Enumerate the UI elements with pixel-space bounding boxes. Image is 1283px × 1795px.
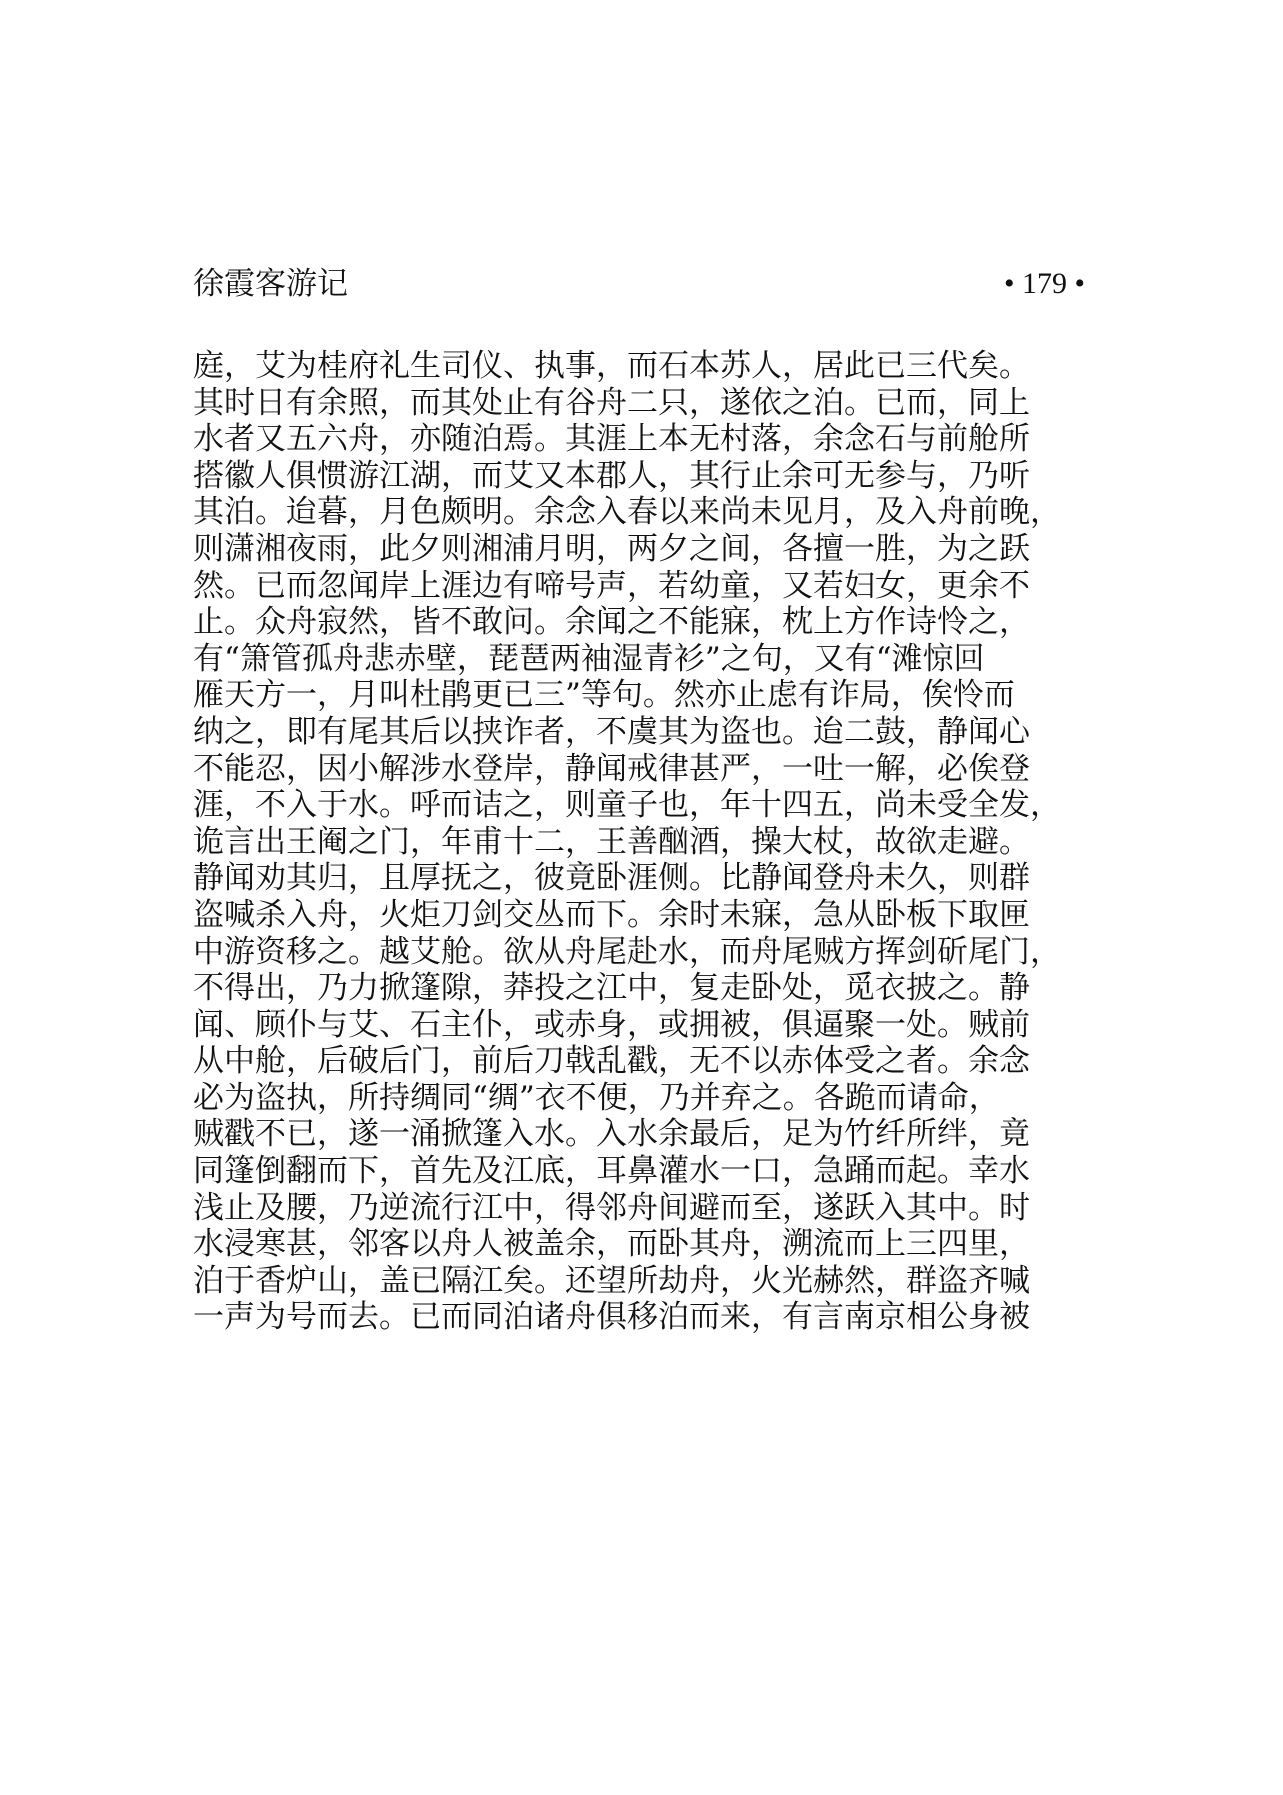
text-line: 水浸寒甚，邻客以舟人被盖余，而卧其舟，溯流而上三四里， [193, 1226, 1030, 1263]
text-line: 闻、顾仆与艾、石主仆，或赤身，或拥被，俱逼聚一处。贼前 [193, 1006, 1030, 1043]
text-line: 雁天方一，月叫杜鹃更已三”等句。然亦止虑有诈局，俟怜而 [193, 677, 1015, 714]
page-number: • 179 • [1003, 267, 1085, 300]
text-line: 盗喊杀入舟，火炬刀剑交丛而下。余时未寐，急从卧板下取匣 [193, 896, 1030, 933]
text-line: 中游资移之。越艾舱。欲从舟尾赴水，而舟尾贼方挥剑斫尾门， [193, 933, 1061, 970]
text-line: 浅止及腰，乃逆流行江中，得邻舟间避而至，遂跃入其中。时 [193, 1189, 1030, 1226]
text-line: 其泊。迨暮，月色颇明。余念入春以来尚未见月，及入舟前晚， [193, 494, 1061, 531]
text-line: 庭，艾为桂府礼生司仪、执事，而石本苏人，居此已三代矣。 [193, 348, 1030, 384]
text-line: 诡言出王阉之门，年甫十二，王善酗酒，操大杖，故欲走避。 [193, 823, 1030, 860]
text-line: 从中舱，后破后门，前后刀戟乱戳，无不以赤体受之者。余念 [193, 1043, 1030, 1080]
text-line: 搭徽人俱惯游江湖，而艾又本郡人，其行止余可无参与，乃听 [193, 457, 1030, 494]
text-line: 涯，不入于水。呼而诘之，则童子也，年十四五，尚未受全发， [193, 787, 1061, 824]
text-line: 静闻劝其归，且厚抚之，彼竟卧涯侧。比静闻登舟未久，则群 [193, 860, 1030, 897]
text-line: 不能忍，因小解涉水登岸，静闻戒律甚严，一吐一解，必俟登 [193, 750, 1030, 787]
text-line: 有“箫管孤舟悲赤壁，琵琶两袖湿青衫”之句，又有“滩惊回 [193, 640, 985, 677]
text-line: 贼戳不已，遂一涌掀篷入水。入水余最后，足为竹纤所绊，竟 [193, 1116, 1030, 1153]
text-line: 同篷倒翻而下，首先及江底，耳鼻灌水一口，急踊而起。幸水 [193, 1153, 1030, 1190]
text-line: 然。已而忽闻岸上涯边有啼号声，若幼童，又若妇女，更余不 [193, 567, 1030, 604]
running-title: 徐霞客游记 [193, 266, 348, 302]
text-line: 不得出，乃力掀篷隙，莽投之江中，复走卧处，觅衣披之。静 [193, 970, 1030, 1007]
text-line: 一声为号而去。已而同泊诸舟俱移泊而来，有言南京相公身被 [193, 1299, 1030, 1336]
text-line: 水者又五六舟，亦随泊焉。其涯上本无村落，余念石与前舱所 [193, 421, 1030, 458]
text-line: 泊于香炉山，盖已隔江矣。还望所劫舟，火光赫然，群盗齐喊 [193, 1262, 1030, 1299]
text-line: 其时日有余照，而其处止有谷舟二只，遂依之泊。已而，同上 [193, 384, 1030, 421]
text-line: 纳之，即有尾其后以挟诈者，不虞其为盗也。迨二鼓，静闻心 [193, 713, 1030, 750]
text-line: 止。众舟寂然，皆不敢问。余闻之不能寐，枕上方作诗怜之， [193, 604, 1030, 641]
text-line: 必为盗执，所持绸同“绸”衣不便，乃并弃之。各跪而请命， [193, 1079, 1000, 1116]
page-header [193, 262, 1085, 306]
body-text [193, 348, 1093, 1336]
text-line: 则潇湘夜雨，此夕则湘浦月明，两夕之间，各擅一胜，为之跃 [193, 530, 1030, 567]
